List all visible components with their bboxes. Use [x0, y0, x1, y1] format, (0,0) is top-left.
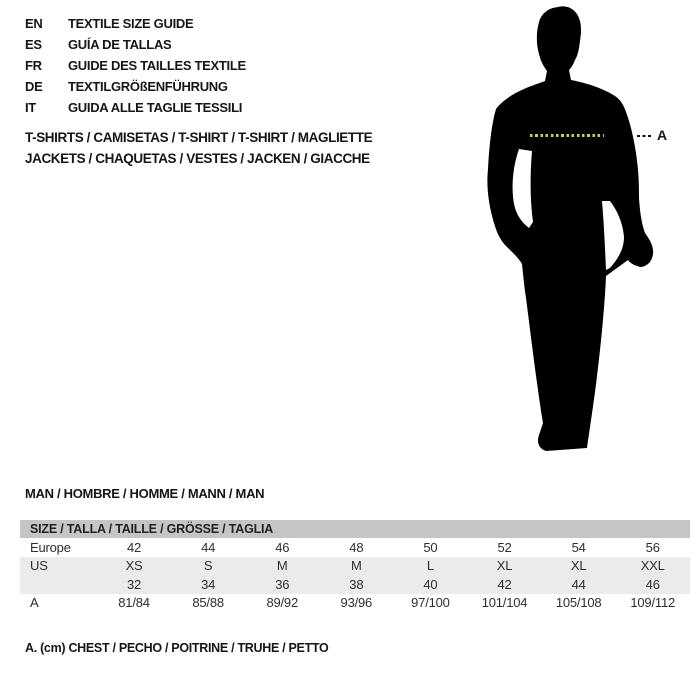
- table-cell: 109/112: [630, 595, 676, 611]
- man-silhouette-figure: [458, 2, 693, 457]
- table-cell: 81/84: [118, 595, 150, 611]
- language-title: GUIDA ALLE TAGLIE TESSILI: [68, 100, 243, 115]
- language-row: [25, 97, 246, 118]
- table-cell: 34: [201, 576, 216, 592]
- table-cell: 36: [275, 576, 290, 592]
- table-cell: M: [276, 558, 288, 574]
- table-cell: XXL: [640, 558, 665, 574]
- table-cell: 44: [571, 576, 586, 592]
- size-table: [20, 520, 690, 612]
- table-cell: 42: [497, 576, 512, 592]
- table-cell: 105/108: [555, 595, 602, 611]
- language-code: ES: [25, 37, 42, 52]
- row-label: Europe: [30, 539, 71, 555]
- language-code: FR: [25, 58, 42, 73]
- table-cell: M: [351, 558, 362, 574]
- table-cell: S: [203, 558, 213, 574]
- measurement-footnote: A. (cm) CHEST / PECHO / POITRINE / TRUHE / PETTO: [25, 641, 329, 655]
- table-cell: L: [426, 558, 434, 574]
- man-silhouette-icon: [458, 2, 693, 457]
- language-row: [25, 55, 246, 76]
- category-list: [25, 127, 372, 169]
- table-cell: 52: [497, 539, 512, 555]
- table-cell: 93/96: [340, 595, 373, 611]
- table-row: [20, 538, 690, 557]
- section-title-man: MAN / HOMBRE / HOMME / MANN / MAN: [25, 486, 265, 501]
- table-cell: 46: [275, 539, 290, 555]
- table-cell: 97/100: [411, 595, 450, 611]
- table-cell: XL: [570, 558, 587, 574]
- category-tshirts: T-SHIRTS / CAMISETAS / T-SHIRT / T-SHIRT / MAGLIETTE: [25, 130, 373, 145]
- language-title: GUIDE DES TAILLES TEXTILE: [68, 58, 246, 73]
- table-row: [20, 594, 690, 613]
- language-row: [25, 34, 246, 55]
- language-code: IT: [25, 100, 36, 115]
- table-cell: 38: [349, 576, 364, 592]
- size-table-header: SIZE / TALLA / TAILLE / GRÖSSE / TAGLIA: [20, 520, 690, 538]
- table-cell: 48: [349, 539, 364, 555]
- size-table-body: [20, 538, 690, 612]
- table-cell: 56: [645, 539, 660, 555]
- category-jackets: JACKETS / CHAQUETAS / VESTES / JACKEN / GIACCHE: [25, 151, 370, 166]
- table-cell: 85/88: [192, 595, 224, 611]
- chest-measure-dotted-line: [530, 134, 604, 137]
- table-cell: 32: [127, 576, 142, 592]
- language-code: DE: [25, 79, 43, 94]
- table-cell: 50: [423, 539, 438, 555]
- language-title: TEXTILGRÖßENFÜHRUNG: [68, 79, 228, 94]
- table-cell: XL: [496, 558, 513, 574]
- language-title: TEXTILE SIZE GUIDE: [68, 16, 194, 31]
- row-label: US: [30, 558, 48, 574]
- table-cell: 40: [423, 576, 438, 592]
- table-cell: 101/104: [481, 595, 528, 611]
- language-row: [25, 76, 246, 97]
- table-cell: 54: [571, 539, 586, 555]
- language-list: [25, 13, 246, 118]
- language-title: GUÍA DE TALLAS: [68, 37, 172, 52]
- table-row: [20, 557, 690, 576]
- row-label: A: [30, 595, 39, 611]
- language-row: [25, 13, 246, 34]
- language-code: EN: [25, 16, 43, 31]
- table-cell: XS: [125, 558, 143, 574]
- table-cell: 44: [201, 539, 216, 555]
- chest-measure-dash-line: [637, 135, 654, 137]
- table-cell: 42: [127, 539, 142, 555]
- table-cell: 46: [645, 576, 660, 592]
- table-cell: 89/92: [266, 595, 298, 611]
- measure-a-label: A: [657, 127, 667, 143]
- table-row: [20, 575, 690, 594]
